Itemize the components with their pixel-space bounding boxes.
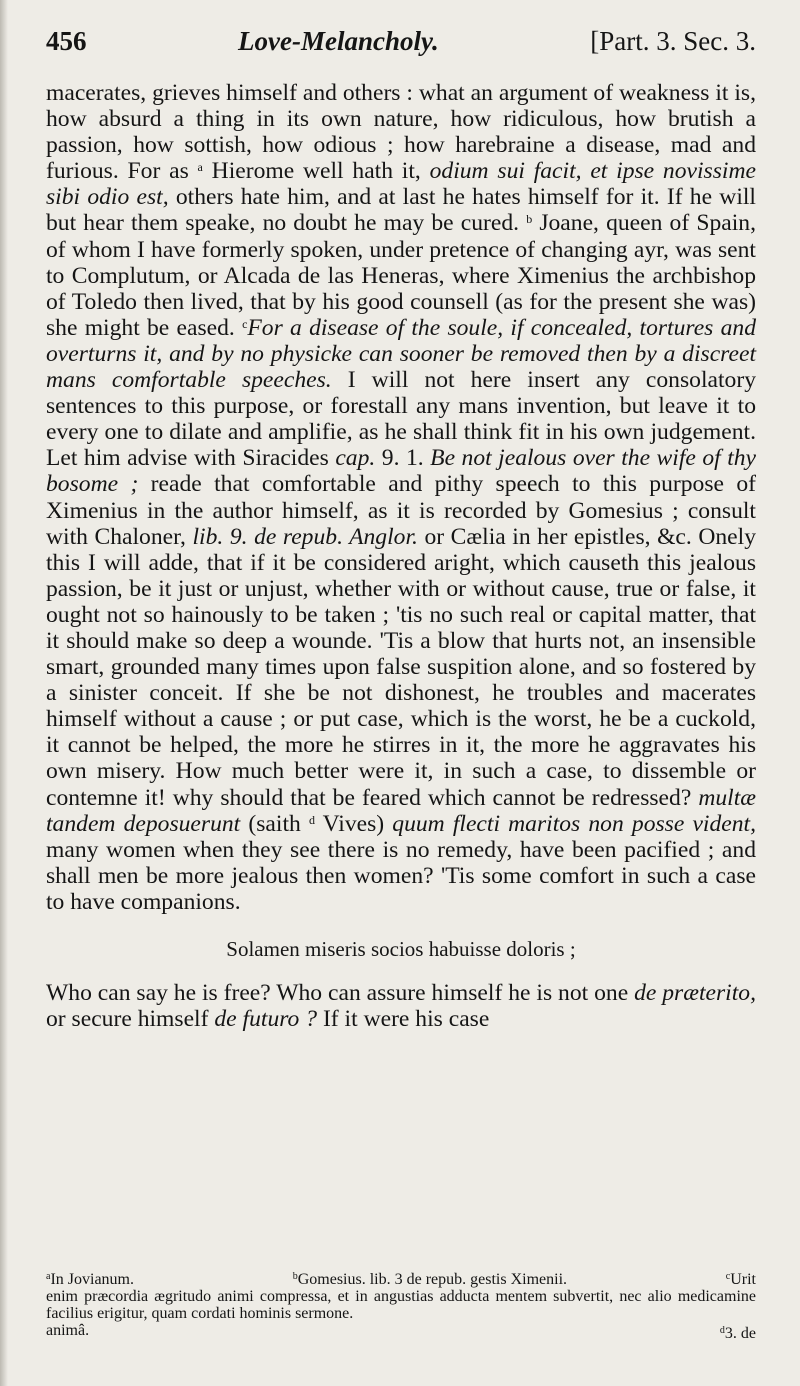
footnote-d: $^d$3. de: [719, 1325, 756, 1342]
running-title: Love-Melancholy.: [238, 26, 439, 56]
section-reference: [Part. 3. Sec. 3.: [590, 26, 756, 56]
footnote-row-last: [46, 1322, 756, 1342]
page-header: [46, 26, 756, 72]
footnote-a: $^a$In Jovianum.: [46, 1271, 134, 1288]
footnotes: [46, 1268, 756, 1342]
footnote-c-end: animâ.: [46, 1322, 90, 1339]
main-paragraph: macerates, grieves himself and others : what an argument of weakness it is, how absurd a thing in its own nature, how ridiculous, how brutish a passion, how sottish, how odious ; how harebraine a disease, mad and furious. For as $^a$ Hierome well hath it, odium sui facit, et ipse novissime sibi odio est, others hate him, and at last he hates himself for it. If he will but hear them speake, no doubt he may be cured. $^b$ Joane, queen of Spain, of whom I have formerly spoken, under pretence of changing ayr, was sent to Complutum, or Alcada de las Heneras, where Ximenius the archbishop of Toledo then lived, that by his good counsell (as for the present she was) she might be eased. $^c$For a disease of the soule, if concealed, tortures and overturns it, and by no physicke can sooner be removed then by a discreet mans comfortable speeches. I will not here insert any consolatory sentences to this purpose, or forestall any mans invention, but leave it to every one to dilate and amplifie, as he shall think fit in his own judgement. Let him advise with Siracides cap. 9. 1. Be not jealous over the wife of thy bosome ; reade that comfortable and pithy speech to this purpose of Ximenius in the author himself, as it is recorded by Gomesius ; consult with Chaloner, lib. 9. de repub. Anglor. or Cælia in her epistles, &c. Onely this I will adde, that if it be considered aright, which causeth this jealous passion, be it just or unjust, whether with or without cause, true or false, it ought not so hainously to be taken ; 'tis no such real or capital matter, that it should make so deep a wounde. 'Tis a blow that hurts not, an insensible smart, grounded many times upon false suspition alone, and so fostered by a sinister conceit. If she be not dishonest, he troubles and macerates himself without a cause ; or put case, which is the worst, he be a cuckold, it cannot be helped, the more he stirres in it, the more he aggravates his own misery. How much better were it, in such a case, to dissemble or contemne it! why should that be feared which cannot be redressed? multæ tandem deposuerunt (saith $^d$ Vives) quum flecti maritos non posse vident, many women when they see there is no remedy, have been pacified ; and shall men be more jealous then women? 'Tis some comfort in such a case to have companions.: [46, 80, 757, 915]
footnote-b: $^b$Gomesius. lib. 3 de repub. gestis Ximenii.: [292, 1271, 568, 1288]
footnote-mark-a: a: [197, 160, 203, 175]
footnote-c-start: $^c$Urit: [725, 1271, 756, 1288]
continuation-paragraph: Who can say he is free? Who can assure himself he is not one de præterito, or secure himself de futuro ? If it were his case: [46, 980, 756, 1033]
footnote-mark-c: c: [242, 316, 248, 331]
footnote-row: [46, 1268, 756, 1288]
page-number: 456: [46, 26, 87, 56]
footnote-mark-d: d: [308, 812, 315, 827]
footnote-c: enim præcordia ægritudo animi compressa, et in angustias adducta mentem subvertit, nec alio medicamine facilius erigitur, quam cordati hominis sermone.: [46, 1288, 756, 1322]
latin-verse: Solamen miseris socios habuisse doloris ;: [226, 937, 576, 961]
footnote-mark-b: b: [526, 212, 533, 227]
